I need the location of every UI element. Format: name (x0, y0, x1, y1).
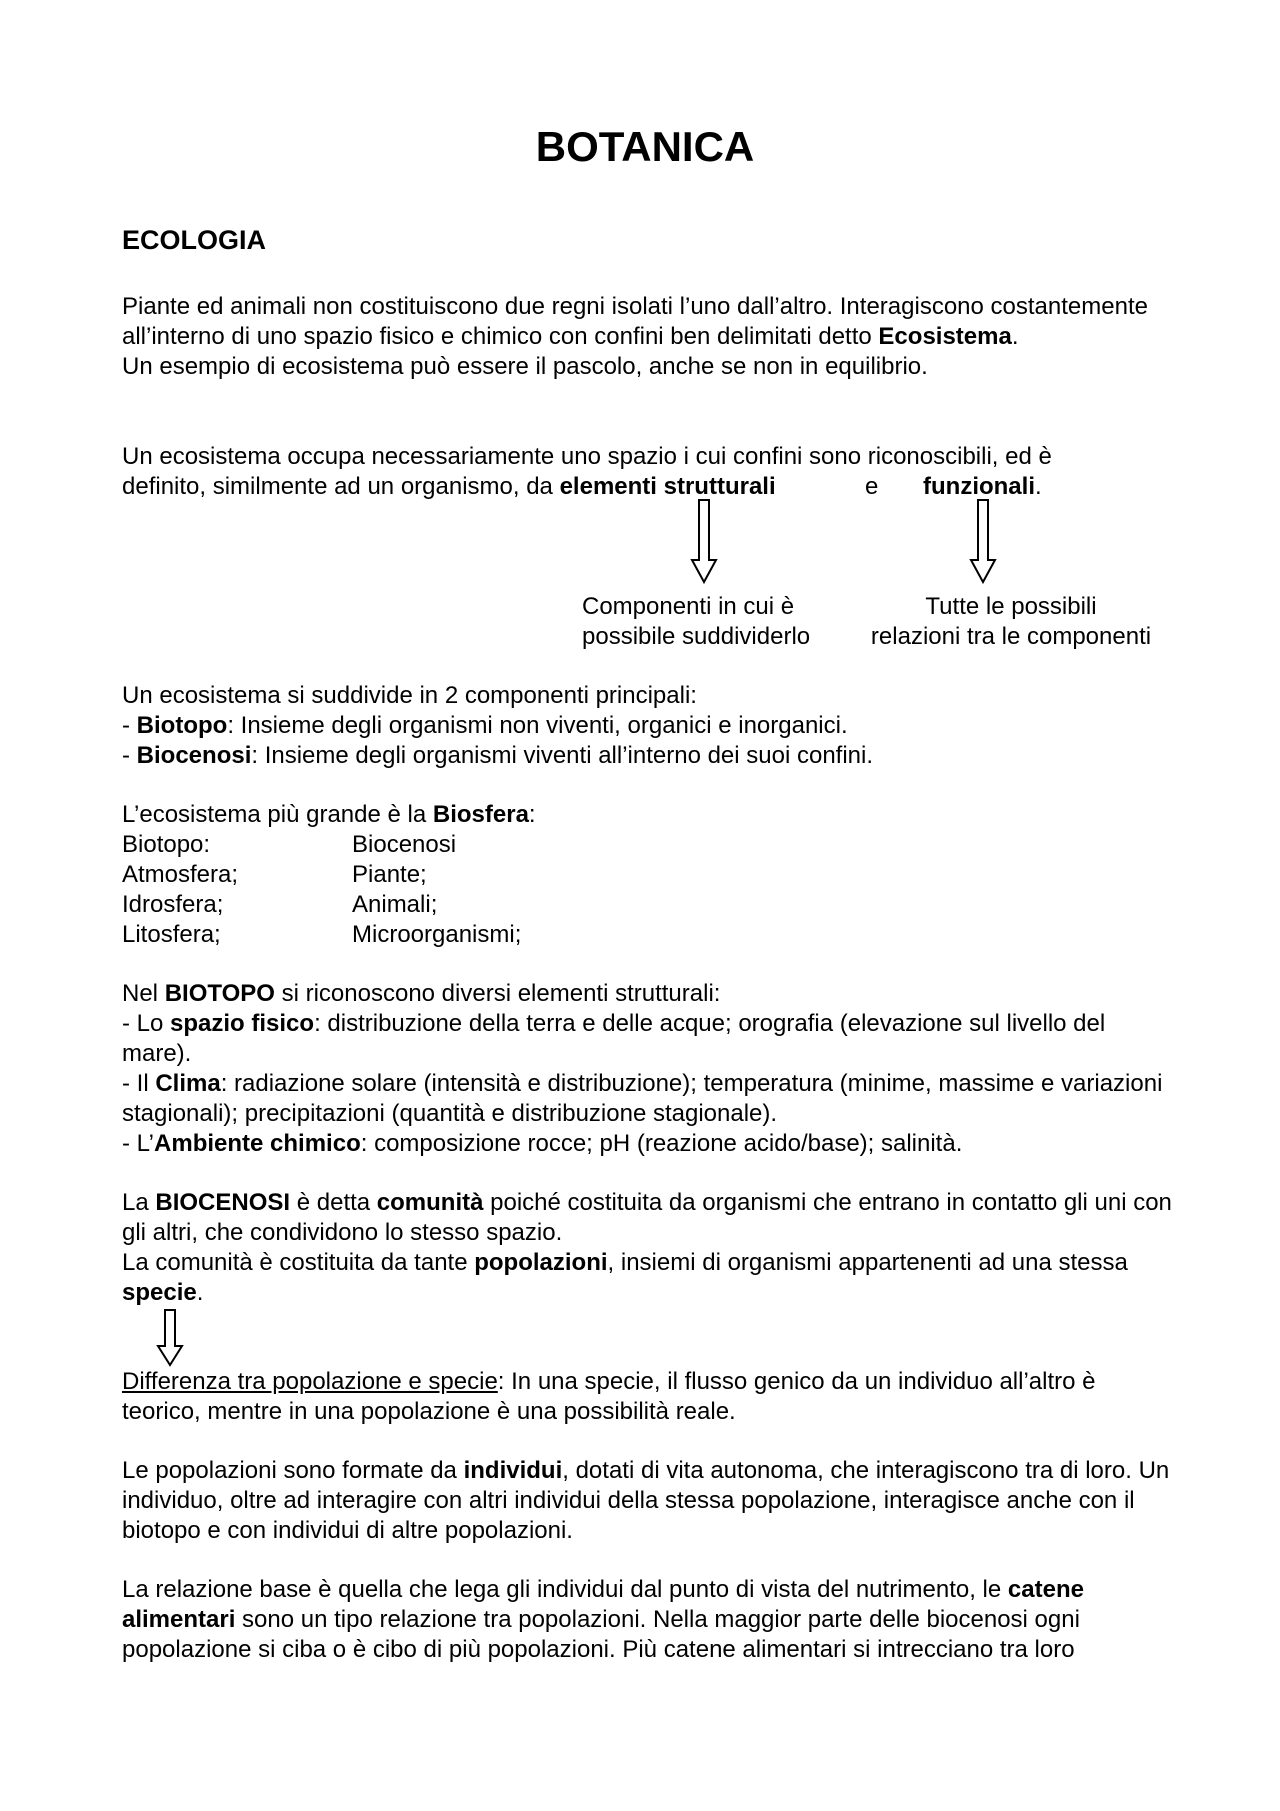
list-item: - Biotopo: Insieme degli organismi non viventi, organici e inorganici. (122, 712, 848, 739)
section-heading: ECOLOGIA (122, 225, 267, 255)
document-title: BOTANICA (535, 123, 755, 170)
down-arrow-icon (156, 1308, 184, 1368)
biocenosi-section: La BIOCENOSI è detta comunità poiché costituita da organismi che entrano in contatto gli uni con gli altri, che condividono lo stesso spazio. La comunità è costituita da tante popolazioni, insiemi di organismi appartenenti ad una stessa specie. (122, 1189, 1172, 1306)
down-arrow-icon (969, 498, 997, 586)
list-item: - Biocenosi: Insieme degli organismi viventi all’interno dei suoi confini. (122, 742, 874, 769)
components-list: Un ecosistema si suddivide in 2 componenti principali: - Biotopo: Insieme degli organismi non viventi, organici e inorganici. - Biocenosi: Insieme degli organismi viventi all’interno dei suoi confini. (122, 681, 1172, 771)
down-arrow-icon (690, 498, 718, 586)
functional-caption: Tutte le possibili relazioni tra le componenti (870, 593, 1152, 650)
table-row: Atmosfera; Piante; (122, 861, 427, 888)
table-row: Litosfera; Microorganismi; (122, 921, 522, 948)
list-item: - Lo spazio fisico: distribuzione della terra e delle acque; orografia (elevazione sul livello del mare). (122, 1010, 1106, 1067)
individui-paragraph: Le popolazioni sono formate da individui, dotati di vita autonoma, che interagiscono tra di loro. Un individuo, oltre ad interagire con altri individui della stessa popolazione, interagisce anche con il biotopo e con individui di altre popolazioni. (122, 1457, 1170, 1544)
differenza-paragraph: Differenza tra popolazione e specie: In una specie, il flusso genico da un individuo all’altro è teorico, mentre in una popolazione è una possibilità reale. (122, 1368, 1096, 1425)
structural-caption: Componenti in cui è possibile suddividerlo (582, 593, 811, 650)
table-row: Idrosfera; Animali; (122, 891, 438, 918)
table-row: Biotopo: Biocenosi (122, 831, 457, 858)
list-item: - L’Ambiente chimico: composizione rocce; pH (reazione acido/base); salinità. (122, 1130, 963, 1157)
list-item: - Il Clima: radiazione solare (intensità e distribuzione); temperatura (minime, massime e variazioni stagionali); precipitazioni (quantità e distribuzione stagionale). (122, 1070, 1163, 1127)
relazione-paragraph: La relazione base è quella che lega gli individui dal punto di vista del nutrimento, le catene alimentari sono un tipo relazione tra popolazioni. Nella maggior parte delle biocenosi ogni popolazione si ciba o è cibo di più popolazioni. Più catene alimentari si intrecciano tra loro (122, 1576, 1084, 1663)
elements-paragraph: Un ecosistema occupa necessariamente uno spazio i cui confini sono riconoscibili, ed è definito, similmente ad un organismo, da elementi strutturali e funzionali. (122, 443, 1052, 500)
biosfera-section: L’ecosistema più grande è la Biosfera: Biotopo: Biocenosi Atmosfera; Piante; Idrosfera; Animali; Litosfera; Microorganismi; (122, 800, 1172, 950)
example-sentence: Un esempio di ecosistema può essere il pascolo, anche se non in equilibrio. (122, 353, 928, 380)
intro-paragraph: Piante ed animali non costituiscono due regni isolati l’uno dall’altro. Interagiscono costantemente all’interno di uno spazio fisico e chimico con confini ben delimitati detto Ecosistema. Un esempio di ecosistema può essere il pascolo, anche se non in equilibrio. (122, 292, 1172, 382)
biotopo-section: Nel BIOTOPO si riconoscono diversi elementi strutturali: - Lo spazio fisico: distribuzione della terra e delle acque; orografia (elevazione sul livello del mare). - Il Clima: radiazione solare (intensità e distribuzione); temperatura (minime, massime e variazioni stagionali); precipitazioni (quantità e distribuzione stagionale). - L’Ambiente chimico: composizione rocce; pH (reazione acido/base); salinità. (122, 979, 1172, 1159)
